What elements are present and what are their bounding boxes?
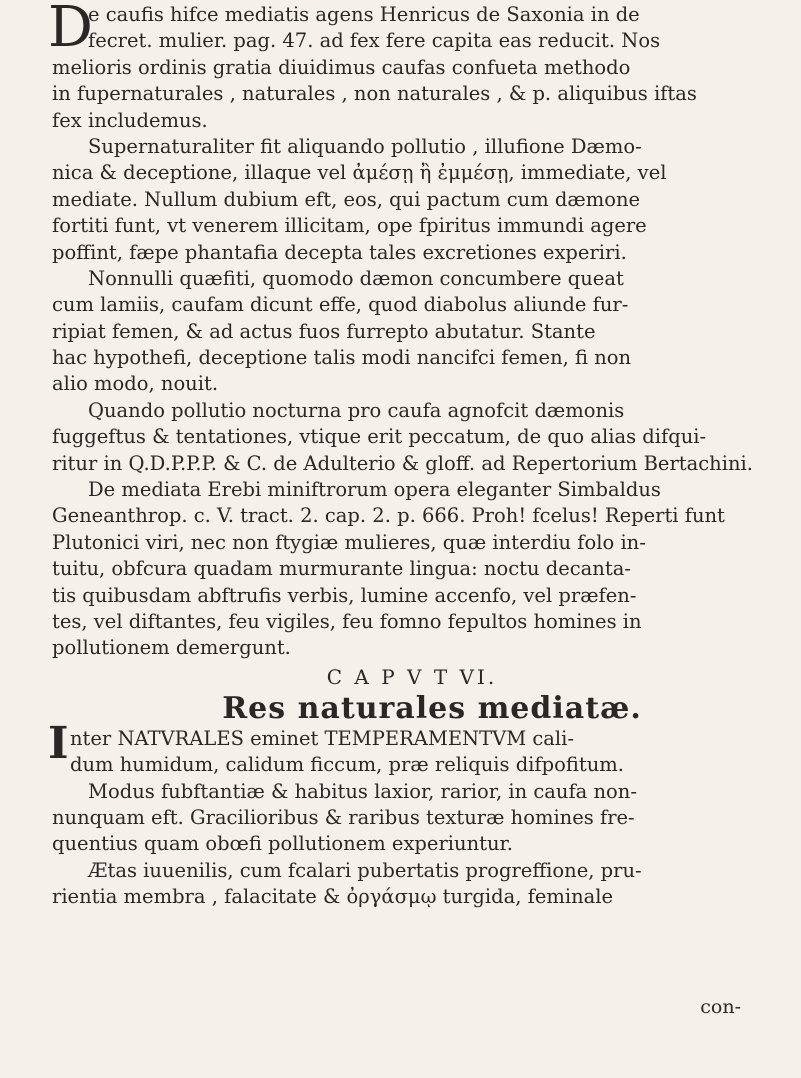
line-text: nter NATVRALES eminet TEMPERAMENTVM cali- [70,726,574,750]
text-line: dum humidum, calidum ficcum, præ reliquis difpofitum. [70,753,624,777]
text-line: Nonnulli quæfiti, quomodo dæmon concumbere queat [88,266,624,290]
text-line: Geneanthrop. c. V. tract. 2. cap. 2. p. 666. Proh! fcelus! Reperti funt [52,504,725,528]
text-line: melioris ordinis gratia diuidimus caufas confueta methodo [52,55,631,79]
text-line: tuitu, obfcura quadam murmurante lingua: noctu decanta- [52,557,631,581]
text-line: Plutonici viri, nec non ftygiæ mulieres, quæ interdiu folo in- [52,530,646,554]
text-line: fex includemus. [52,108,208,132]
text-line: poffint, fæpe phantafia decepta tales excretiones experiri. [52,240,627,264]
text-line: tis quibusdam abftrufis verbis, lumine accenfo, vel præfen- [52,583,637,607]
section-heading: Res naturales mediatæ. [222,690,642,726]
text-line: hac hypothefi, deceptione talis modi nancifci femen, fi non [52,346,632,370]
text-line: cum lamiis, caufam dicunt effe, quod diabolus aliunde fur- [52,293,629,317]
text-line: rientia membra , falacitate & ὀργάσμῳ turgida, feminale [52,885,614,909]
text-line: Ætas iuuenilis, cum fcalari pubertatis progreffione, pru- [88,858,642,882]
text-line: Quando pollutio nocturna pro caufa agnofcit dæmonis [88,398,625,422]
text-line: De mediata Erebi miniftrorum opera eleganter Simbaldus [88,478,661,502]
chapter-label: C A P V T VI. [326,664,498,689]
initial-i: I [48,717,69,769]
text-line: ritur in Q.D.P.P.P. & C. de Adulterio & gloff. ad Repertorium Bertachini. [52,451,753,475]
catchword: con- [700,996,741,1018]
text-line: ripiat femen, & ad actus fuos furrepto abutatur. Stante [52,319,596,343]
text-line: nunquam eft. Gracilioribus & raribus texturæ homines fre- [52,805,635,829]
drop-cap-d: D [48,0,93,60]
text-line: Modus fubftantiæ & habitus laxior, rarior, in caufa non- [88,779,637,803]
page-text [48,0,772,911]
text-line: nica & deceptione, illaque vel ἀμέσῃ ἢ ἐμμέσῃ, immediate, vel [52,161,667,185]
text-line: fortiti funt, vt venerem illicitam, ope fpiritus immundi agere [52,214,647,238]
text-line: mediate. Nullum dubium eft, eos, qui pactum cum dæmone [52,187,641,211]
text-line: alio modo, nouit. [52,372,219,396]
text-line: tes, vel diftantes, feu vigiles, feu fomno fepultos homines in [52,609,642,633]
text-line: Supernaturaliter fit aliquando pollutio , illufione Dæmo- [88,134,642,158]
text-line: fuggeftus & tentationes, vtique erit peccatum, de quo alias difqui- [52,425,707,449]
text-line: fecret. mulier. pag. 47. ad fex fere capita eas reducit. Nos [88,29,661,53]
text-line: pollutionem demergunt. [52,636,291,660]
line-text: e caufis hifce mediatis agens Henricus de Saxonia in de [88,3,640,26]
text-line: in fupernaturales , naturales , non naturales , & p. aliquibus iftas [52,82,697,106]
text-line: quentius quam obœfi pollutionem experiuntur. [52,832,513,856]
